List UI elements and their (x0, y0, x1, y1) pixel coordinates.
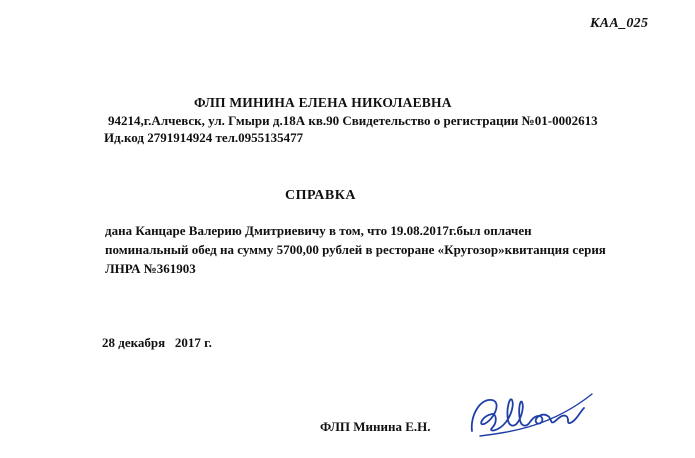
body-line-1: дана Канцаре Валерию Дмитриевичу в том, что 19.08.2017г.был оплачен (105, 223, 532, 238)
handwritten-signature (462, 386, 602, 446)
document-code: КАА_025 (590, 16, 649, 31)
body-line-2: поминальный обед на сумму 5700,00 рублей в ресторане «Кругозор»квитанция серия (105, 242, 606, 257)
issuer-name: ФЛП МИНИНА ЕЛЕНА НИКОЛАЕВНА (194, 95, 452, 110)
issuer-address: 94214,г.Алчевск, ул. Гмыри д.18А кв.90 Свидетельство о регистрации №01-0002613 (108, 113, 598, 128)
issuer-id-phone: Ид.код 2791914924 тел.0955135477 (104, 130, 304, 145)
signer-name: ФЛП Минина Е.Н. (320, 419, 431, 434)
document-date: 28 декабря 2017 г. (102, 335, 212, 350)
body-line-3: ЛНРА №361903 (105, 261, 196, 276)
document-title: СПРАВКА (285, 188, 356, 203)
signature-stroke (472, 399, 584, 431)
